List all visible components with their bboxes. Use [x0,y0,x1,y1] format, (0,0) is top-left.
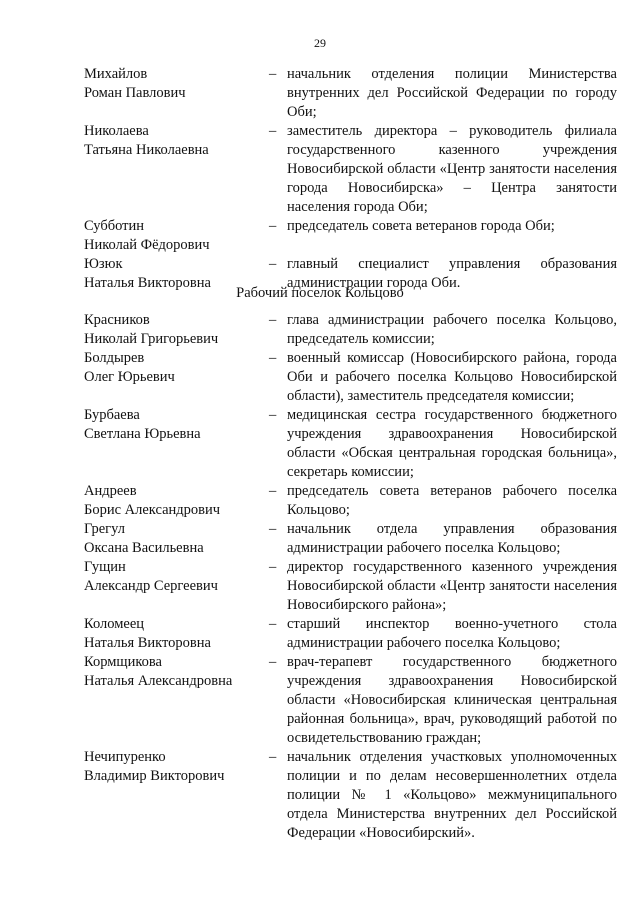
member-list-ob [84,65,618,293]
member-position: медицинская сестра государственного бюджетного учреждения здравоохранения Новосибирской области «Обская центральная городская больница», секретарь комиссии; [287,407,617,480]
member-position: старший инспектор военно-учетного стола администрации рабочего поселка Кольцово; [287,616,617,651]
member-name [84,122,267,217]
dash-separator: – [269,483,277,499]
member-surname: Грегул [84,521,125,537]
member-position: врач-терапевт государственного бюджетного учреждения здравоохранения Новосибирской области «Новосибирская клиническая центральная районная больница», врач, руководящий работой по освидетельствованию граждан; [287,654,617,746]
member-surname: Нечипуренко [84,749,166,765]
member-name [84,65,267,122]
member-entry [84,406,618,482]
member-entry [84,217,618,255]
dash-separator: – [269,749,277,765]
member-surname: Гущин [84,559,126,575]
member-name [84,748,267,843]
dash-separator: – [269,559,277,575]
member-given-names: Николай Фёдорович [84,237,210,253]
dash-separator: – [269,654,277,670]
member-surname: Болдырев [84,350,145,366]
member-given-names: Олег Юрьевич [84,369,175,385]
member-position: заместитель директора – руководитель филиала государственного казенного учреждения Новосибирской области «Центр занятости населения города Новосибирска» – Центра занятости населения города Оби; [287,123,617,215]
member-list-koltsovo [84,311,618,843]
member-surname: Красников [84,312,150,328]
member-entry [84,653,618,748]
member-entry [84,520,618,558]
member-position: глава администрации рабочего поселка Кольцово, председатель комиссии; [287,312,617,347]
dash-separator: – [269,407,277,423]
member-given-names: Борис Александрович [84,502,221,518]
member-entry [84,311,618,349]
member-surname: Бурбаева [84,407,140,423]
member-surname: Юзюк [84,256,123,272]
member-entry [84,615,618,653]
member-name [84,653,267,748]
dash-separator: – [269,312,277,328]
member-position: начальник отдела управления образования администрации рабочего поселка Кольцово; [287,521,617,556]
member-entry [84,558,618,615]
member-name [84,615,267,653]
member-given-names: Наталья Викторовна [84,275,211,291]
member-position: директор государственного казенного учреждения Новосибирской области «Центр занятости населения Новосибирского района»; [287,559,617,613]
member-position: военный комиссар (Новосибирского района, города Оби и рабочего поселка Кольцово Новосибирской области), заместитель председателя комиссии; [287,350,617,404]
member-surname: Коломеец [84,616,145,632]
member-name [84,482,267,520]
member-entry [84,482,618,520]
member-position: начальник отделения полиции Министерства внутренних дел Российской Федерации по городу Оби; [287,66,617,120]
member-name [84,558,267,615]
member-given-names: Александр Сергеевич [84,578,218,594]
dash-separator: – [269,123,277,139]
member-entry [84,65,618,122]
member-given-names: Владимир Викторович [84,768,225,784]
member-given-names: Оксана Васильевна [84,540,204,556]
member-entry [84,122,618,217]
member-given-names: Николай Григорьевич [84,331,219,347]
member-entry [84,349,618,406]
member-position: главный специалист управления образования администрации города Оби. [287,256,617,291]
dash-separator: – [269,66,277,82]
member-given-names: Светлана Юрьевна [84,426,201,442]
member-name [84,311,267,349]
member-name [84,349,267,406]
dash-separator: – [269,616,277,632]
member-position: начальник отделения участковых уполномоченных полиции и по делам несовершеннолетних отдела полиции № 1 «Кольцово» межмуниципального отдела Министерства внутренних дел Российской Федерации «Новосибирский». [287,749,617,841]
member-position: председатель совета ветеранов рабочего поселка Кольцово; [287,483,617,518]
section-heading: Рабочий поселок Кольцово [236,285,404,301]
member-surname: Михайлов [84,66,148,82]
member-name [84,520,267,558]
dash-separator: – [269,521,277,537]
member-surname: Андреев [84,483,137,499]
member-surname: Николаева [84,123,149,139]
dash-separator: – [269,350,277,366]
member-name [84,217,267,255]
member-surname: Кормщикова [84,654,162,670]
member-entry [84,748,618,843]
page-number: 29 [314,36,326,50]
dash-separator: – [269,218,277,234]
member-given-names: Роман Павлович [84,85,186,101]
member-given-names: Татьяна Николаевна [84,142,209,158]
dash-separator: – [269,256,277,272]
member-given-names: Наталья Викторовна [84,635,211,651]
member-surname: Субботин [84,218,145,234]
member-given-names: Наталья Александровна [84,673,233,689]
member-name [84,406,267,482]
member-position: председатель совета ветеранов города Оби; [287,218,555,234]
